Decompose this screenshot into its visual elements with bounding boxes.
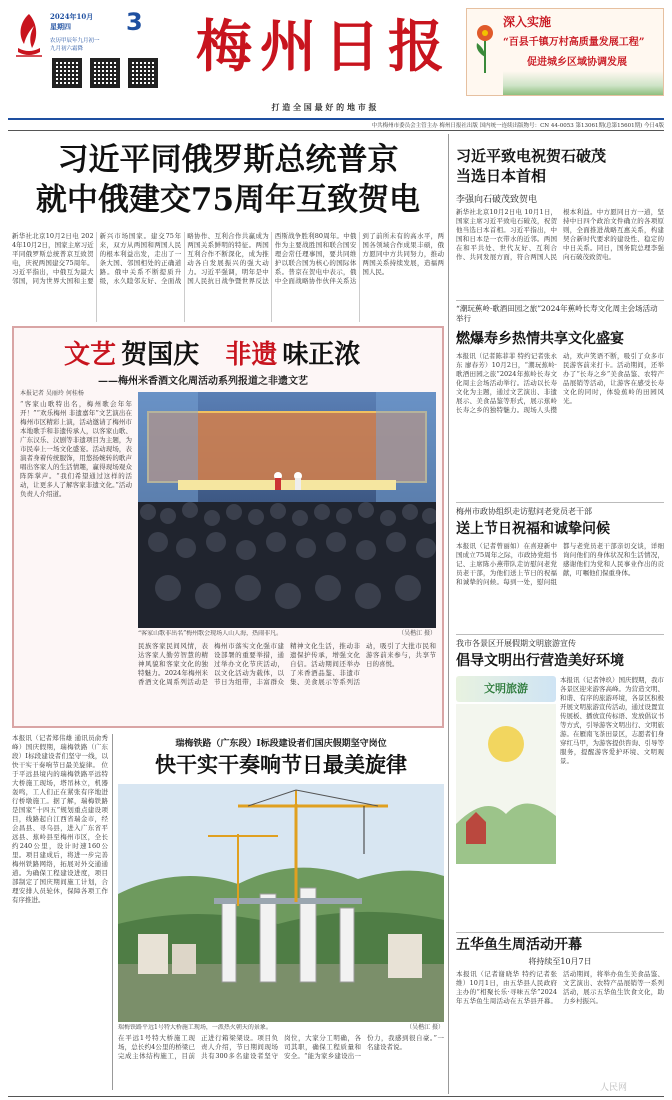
a4-body-continued xyxy=(456,868,556,928)
emblem-icon xyxy=(12,8,46,64)
a5-subhead: 将持续至10月7日 xyxy=(528,957,592,966)
page-bottom-rule xyxy=(8,1096,664,1097)
qr-code-2 xyxy=(90,58,120,88)
promo-line-1: “百县千镇万村高质量发展工程” xyxy=(503,37,645,48)
a4-badge xyxy=(456,676,556,702)
a4-kicker: 我市各景区开展假期文明旅游宣传 xyxy=(456,639,576,648)
qr-code-1 xyxy=(52,58,82,88)
a2-rule xyxy=(456,502,664,503)
lead-body: 新华社北京10月2日电 2024年10月2日，国家主席习近平同俄罗斯总统普京互致贺电，庆祝两国建交75周年。习近平指出，中俄互为最大邻国，同为世界大国和主要新兴市场国家。建交75年来，双方从两国和两国人民的根本利益出发，走出了一条大国、邻国相处的正确道路。俄中关系不断提质升级，永久睦邻友好、全面战略协作、互利合作共赢成为两国关系鲜明的特征。两国互利合作不断深化，成为推动各自发展振兴的强大动力。习近平强调，明年是中国人民抗日战争暨世界反法西斯战争胜利80周年。中俄作为主要战胜国和联合国安理会常任理事国，要共同维护以联合国为核心的国际体系。普京在贺电中表示，俄中全面战略协作伙伴关系达到了前所未有的高水平，两国各领域合作成果丰硕，俄方愿同中方共同努力，推动两国关系持续发展，造福两国人民。 xyxy=(12,232,444,285)
watermark: 人民网 xyxy=(600,1083,628,1093)
bridge-construction-illustration xyxy=(118,784,444,1022)
railway-body-left xyxy=(12,734,108,1090)
concert-photo-credit: （吴楷江 摄） xyxy=(398,630,436,637)
a3-headline: 送上节日祝福和诚挚问候 xyxy=(456,521,610,537)
concert-photo xyxy=(138,392,436,628)
solar-term: 九月初六霜降 xyxy=(50,46,84,52)
lead-headline-line-2: 就中俄建交75周年互致贺电 xyxy=(35,182,421,218)
a3-kicker: 梅州市政协组织走访慰问老党员老干部 xyxy=(456,507,592,516)
feature-body-left: “客家山歌特出名，梅州歌会年年开！”“欢乐梅州 非遗嘉年”文艺演出在梅州市区精彩上演，活动邀请了梅州市本地歌手和非遗传承人，以客家山歌、广东汉乐、汉剧等非遗项目为主题，为市民奉上一场文化盛宴。活动现场，表演者身着传统服饰，用悠扬婉转的歌声唱出客家人的生活情趣，赢得现场观众阵阵掌声。“我们希望通过这样的活动，让更多人了解客家非遗文化。”活动负责人介绍道。 xyxy=(20,400,132,498)
railway-body-left-text: 位于平远县境内的瑞梅铁路平远特大桥施工现场，塔吊林立，机器轰鸣，工人们正在紧张有序地进行桥墩施工。据了解，瑞梅铁路是国家“十四五”规划重点建设项目，线路起自江西省瑞金市，经会昌县、寻乌县，进入广东省平远县、蕉岭县至梅州市区，全长约240公里，设计时速160公里。项目建成后，将进一步完善梅州铁路网络，拓展对外交通通道。为确保工程建设进度，项目部制定了国庆期间施工计划，合理安排人员轮休，保障各项工作有序推进。 xyxy=(12,761,108,904)
promo-line-2: 促进城乡区域协调发展 xyxy=(527,57,627,68)
a4-rule xyxy=(456,932,664,933)
newspaper-emblem xyxy=(12,8,46,64)
bridge-photo-credit: （吴楷江 摄） xyxy=(406,1024,444,1031)
railway-headline: 快干实干奏响节日最美旋律 xyxy=(155,752,407,777)
issue-date: 2024年10月 xyxy=(50,12,94,21)
bridge-photo xyxy=(118,784,444,1022)
railway-kicker: 瑞梅铁路（广东段）Ⅰ标段建设者们国庆假期坚守岗位 xyxy=(175,739,387,749)
a3-rule xyxy=(456,634,664,635)
feature-byline: 本报记者 吴丽玲 何桂杨 xyxy=(20,390,84,397)
lunar-date: 农历甲辰年九月初一 xyxy=(50,38,100,44)
lead-headline-line-1: 习近平同俄罗斯总统普京 xyxy=(57,142,399,178)
masthead xyxy=(8,8,664,120)
feature-headline xyxy=(64,334,394,372)
a1-subhead: 李强向石破茂致贺电 xyxy=(456,195,538,205)
a2-headline: 燃爆寿乡热情共享文化盛宴 xyxy=(456,331,624,347)
stage-illustration xyxy=(138,392,436,628)
feature-kicker-3: 非遗 xyxy=(225,340,278,370)
main-column-divider xyxy=(448,134,449,1094)
a4-badge-text: 文明旅游 xyxy=(484,682,528,695)
promo-emblem xyxy=(471,13,499,93)
lead-headline xyxy=(12,140,444,220)
travel-illustration xyxy=(456,704,556,864)
info-rule xyxy=(8,130,664,131)
a1-headline-line-1: 习近平致电祝贺石破茂 xyxy=(456,147,607,165)
a4-body: 本报讯（记者钟玖）国庆假期，我市各景区迎来游客高峰。为营造文明、和谐、有序的旅游环境，各景区积极开展文明旅游宣传活动，通过设置宣传展板、播放宣传标语、发放倡议书等方式，引导游客文明出行、文明旅游。在雁南飞茶田景区，志愿者们身穿红马甲，为游客提供咨询、引导等服务，提醒游客爱护环境、文明观景。 xyxy=(560,676,664,765)
a1-body: 新华社北京10月2日电 10月1日，国家主席习近平致电石破茂，祝贺他当选日本首相。习近平指出，中国和日本是一衣带水的近邻。两国在和平共处、世代友好、互利合作、共同发展方面，符合两国人民根本利益。中方愿同日方一道，坚持中日四个政治文件确立的各项原则，全面推进战略互惠关系，构建契合新时代要求的建设性、稳定的中日关系。同日，国务院总理李强向石破茂致贺电。 xyxy=(456,208,664,261)
promo-landscape xyxy=(503,71,663,95)
newspaper-title: 梅州日报 xyxy=(196,14,452,80)
feature-kicker-4: 味正浓 xyxy=(282,340,361,370)
a2-kicker: “潮玩蕉岭·歌酒田园之旅”2024年蕉岭长寿文化周主会场活动举行 xyxy=(456,304,658,323)
a4-headline: 倡导文明出行营造美好环境 xyxy=(456,653,624,669)
promo-title: 深入实施 xyxy=(503,15,552,29)
info-bar: 中共梅州市委员会主管主办 梅州日报社出版 国内统一连续出版物号：CN 44-0053 第13061期(总第15601期) 今日4版 xyxy=(371,123,664,129)
day-number: 3 xyxy=(126,8,143,36)
qr-code-3 xyxy=(128,58,158,88)
a5-headline: 五华鱼生周活动开幕 xyxy=(456,937,582,953)
weekday: 星期四 xyxy=(50,22,71,31)
feature-kicker-2: 贺国庆 xyxy=(121,340,200,370)
concert-photo-caption: “客家山歌非出名”梅州歌会现场人山人海，热闹非凡。 xyxy=(138,630,283,637)
railway-body-bottom: 在平远1号特大桥施工现场，总长约4公里的桥梁已完成主体结构施工，目前正进行箱梁架设。项目负责人介绍，节日期间现场共有300多名建设者坚守岗位，大家分工明确，各司其职，确保工程质量和安全。“能为家乡建设出一份力，我感到很自豪。”一名建设者说。 xyxy=(118,1034,444,1060)
feature-body-bottom: 民族客家民间风情，表达客家人勤劳智慧的精神风貌和客家文化的独特魅力。2024年梅州米香酒文化周系列活动是梅州市落实文化强市建设部署的重要举措，通过举办文化节庆活动，以文化活动为载体，以节日为纽带，丰富群众精神文化生活，推动非遗保护传承，增强文化自信。活动期间还举办了米香酒品鉴、非遗市集、美食展示等系列活动，吸引了大批市民和游客前来参与，共享节日的喜悦。 xyxy=(138,642,436,686)
flower-icon xyxy=(471,13,499,93)
a2-body: 本报讯（记者陈菲菲 特约记者张永东 廖春芳）10月2日，“潮玩蕉岭·歌酒田园之旅”2024年蕉岭长寿文化周主会场活动举行。活动以长寿文化为主题，通过文艺演出、非遗展示、美食品鉴等形式，展示蕉岭长寿之乡的独特魅力。现场人头攒动，欢声笑语不断，吸引了众多市民游客前来打卡。活动期间，还举办了“长寿之乡”美食品鉴、农特产品展销等活动，让游客在感受长寿文化的同时，体验蕉岭的田园风光。 xyxy=(456,352,664,414)
a1-rule xyxy=(456,300,664,301)
feature-subhead: ——梅州米香酒文化周活动系列报道之非遗文艺 xyxy=(98,376,308,387)
a4-graphic xyxy=(456,704,556,864)
a3-body: 本报讯（记者曾丽如）在喜迎新中国成立75周年之际，市政协党组书记、主席陈小燕带队走访慰问老党员老干部，为他们送上节日的祝福和诚挚的问候。每到一处，慰问组都与老党员老干部亲切交谈，详细询问他们的身体状况和生活情况，感谢他们为党和人民事业作出的贡献，叮嘱他们保重身体。 xyxy=(456,542,664,586)
feature-kicker-1: 文艺 xyxy=(64,340,117,370)
bridge-photo-caption: 瑞梅铁路平远1号特大桥施工现场，一派热火朝天的景象。 xyxy=(118,1024,272,1031)
railway-byline: 本报讯（记者郑伟雄 通讯员俞秀峰）国庆假期，瑞梅铁路（广东段）Ⅰ标段建设者们坚守一线，以快干实干奏响节日最美旋律。 xyxy=(12,734,108,769)
feature-box xyxy=(12,326,444,728)
slogan: 打 造 全 国 最 好 的 地 市 报 xyxy=(271,102,377,112)
a5-body: 本报讯（记者谢晓华 特约记者张维）10月1日，由五华县人民政府主办的“相聚长乐·寻味五华”2024年五华鱼生周活动在五华县开幕。活动期间，将举办鱼生美食品鉴、文艺演出、农特产品展销等一系列活动，展示五华鱼生饮食文化，助力乡村振兴。 xyxy=(456,970,664,1005)
railway-divider xyxy=(112,734,113,1090)
masthead-rule xyxy=(8,118,664,120)
date-block xyxy=(50,12,130,52)
promo-box xyxy=(466,8,664,96)
a1-headline-line-2: 当选日本首相 xyxy=(456,167,547,185)
